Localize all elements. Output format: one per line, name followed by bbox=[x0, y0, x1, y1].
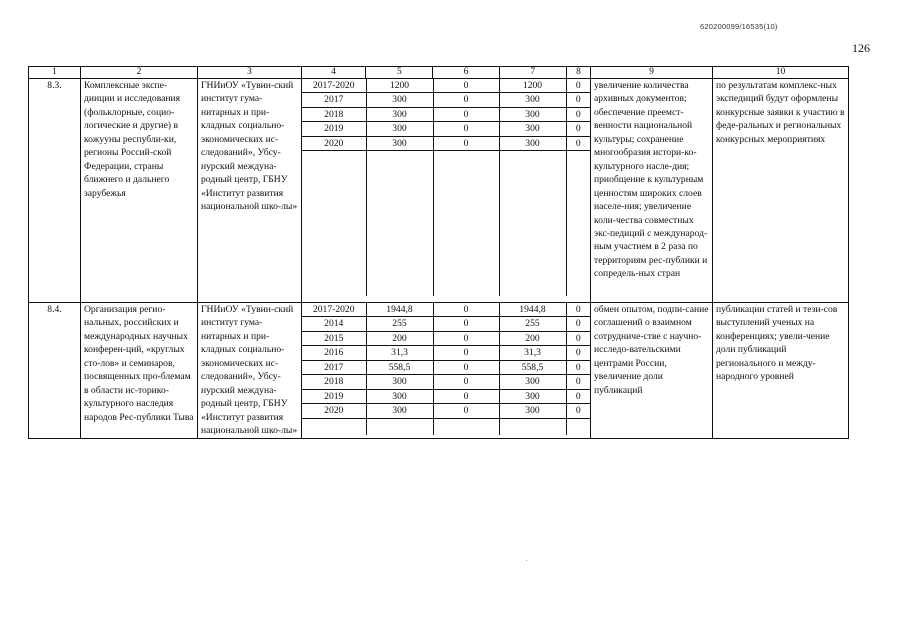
table-row bbox=[29, 303, 849, 439]
republic-amount: 300 bbox=[499, 389, 566, 403]
other-amount: 0 bbox=[566, 389, 590, 403]
year: 2017 bbox=[302, 93, 366, 107]
other-amount: 0 bbox=[566, 404, 590, 418]
total-amount: 300 bbox=[366, 122, 433, 136]
republic-amount: 300 bbox=[499, 404, 566, 418]
funding-row bbox=[302, 375, 590, 389]
republic-amount: 300 bbox=[499, 375, 566, 389]
total-amount: 300 bbox=[366, 389, 433, 403]
funding-row bbox=[302, 389, 590, 403]
republic-amount: 1200 bbox=[499, 79, 566, 93]
year: 2017-2020 bbox=[302, 303, 366, 317]
column-number: 6 bbox=[433, 67, 499, 79]
total-amount: 558,5 bbox=[366, 360, 433, 374]
other-amount: 0 bbox=[566, 346, 590, 360]
year: 2014 bbox=[302, 317, 366, 331]
total-amount: 300 bbox=[366, 404, 433, 418]
funding-filler bbox=[302, 151, 590, 297]
table-row bbox=[29, 79, 849, 303]
funding-row bbox=[302, 360, 590, 374]
executor: ГНИиОУ «Тувин-ский институт гума-нитарных и при-кладных социально-экономических ис-следований», Убсу-нурский междуна-родный центр, ГБНУ «Институт развития национальной шко-лы» bbox=[198, 303, 302, 439]
year: 2016 bbox=[302, 346, 366, 360]
document-id: 620200099/16535(10) bbox=[700, 22, 778, 31]
republic-amount: 31,3 bbox=[499, 346, 566, 360]
funding-row bbox=[302, 346, 590, 360]
executor: ГНИиОУ «Тувин-ский институт гума-нитарных и при-кладных социально-экономических ис-следований», Убсу-нурский междуна-родный центр, ГБНУ «Институт развития национальной шко-лы» bbox=[198, 79, 302, 303]
activity-name: Организация регио-нальных, российских и международных научных конферен-ций, «круглых сто-лов» и семинаров, посвященных про-блемам в области ис-торико-культурного наследия народов Рес-публики Тыва bbox=[81, 303, 198, 439]
year: 2015 bbox=[302, 331, 366, 345]
funding-row bbox=[302, 122, 590, 136]
other-amount: 0 bbox=[566, 360, 590, 374]
other-amount: 0 bbox=[566, 375, 590, 389]
republic-amount: 300 bbox=[499, 122, 566, 136]
total-amount: 300 bbox=[366, 107, 433, 121]
republic-amount: 255 bbox=[499, 317, 566, 331]
republic-amount: 300 bbox=[499, 93, 566, 107]
year: 2018 bbox=[302, 107, 366, 121]
expected-result: увеличение количества архивных документов; обеспечение преемст-венности национальной культуры; сохранение многообразия истори-ко-культурного насле-дия; приобщение к культурным ценностям широких слоев населе-ния; увеличение коли-чества совместных экс-педиций с международ-ным участием в 2 раза по территориям рес-публики и сопредель-ных стран bbox=[591, 79, 713, 303]
federal-amount: 0 bbox=[433, 389, 499, 403]
federal-amount: 0 bbox=[433, 404, 499, 418]
total-amount: 300 bbox=[366, 375, 433, 389]
scan-speck bbox=[526, 560, 527, 561]
funding-row bbox=[302, 93, 590, 107]
column-number: 7 bbox=[499, 67, 566, 79]
year: 2017 bbox=[302, 360, 366, 374]
note: публикации статей и тези-сов выступлений ученых на конференциях; увели-чение доли публикаций регионального и между-народного уровней bbox=[713, 303, 849, 439]
funding-row bbox=[302, 331, 590, 345]
column-number: 1 bbox=[29, 67, 81, 79]
other-amount: 0 bbox=[566, 122, 590, 136]
item-number: 8.3. bbox=[29, 79, 81, 303]
column-number: 3 bbox=[198, 67, 302, 79]
column-number: 8 bbox=[566, 67, 590, 79]
federal-amount: 0 bbox=[433, 122, 499, 136]
year: 2020 bbox=[302, 404, 366, 418]
federal-amount: 0 bbox=[433, 375, 499, 389]
year: 2020 bbox=[302, 136, 366, 150]
total-amount: 1944,8 bbox=[366, 303, 433, 317]
funding-table bbox=[302, 303, 590, 435]
funding-table bbox=[302, 79, 590, 296]
total-amount: 255 bbox=[366, 317, 433, 331]
total-amount: 31,3 bbox=[366, 346, 433, 360]
funding-row bbox=[302, 317, 590, 331]
column-number: 9 bbox=[591, 67, 713, 79]
total-amount: 300 bbox=[366, 136, 433, 150]
column-number: 2 bbox=[81, 67, 198, 79]
total-amount: 1200 bbox=[366, 79, 433, 93]
item-number: 8.4. bbox=[29, 303, 81, 439]
federal-amount: 0 bbox=[433, 317, 499, 331]
funding-row bbox=[302, 303, 590, 317]
other-amount: 0 bbox=[566, 303, 590, 317]
other-amount: 0 bbox=[566, 136, 590, 150]
republic-amount: 200 bbox=[499, 331, 566, 345]
federal-amount: 0 bbox=[433, 136, 499, 150]
expected-result: обмен опытом, подпи-сание соглашений о взаимном сотрудниче-стве с научно-исследо-вательскими центрами России, увеличение доли публикаций bbox=[591, 303, 713, 439]
total-amount: 300 bbox=[366, 93, 433, 107]
year: 2017-2020 bbox=[302, 79, 366, 93]
funding-block bbox=[302, 303, 591, 439]
column-number: 10 bbox=[713, 67, 849, 79]
activity-name: Комплексные экспе-дииции и исследования (фольклорные, социо-логические и другие) в кожууны республи-ки, регионы Россий-ской Федерации, страны ближнего и дальнего зарубежья bbox=[81, 79, 198, 303]
federal-amount: 0 bbox=[433, 79, 499, 93]
republic-amount: 558,5 bbox=[499, 360, 566, 374]
note: по результатам комплекс-ных экспедиций будут оформлены конкурсные заявки к участию в феде-ральных и региональных конкурсных мероприятиях bbox=[713, 79, 849, 303]
republic-amount: 300 bbox=[499, 136, 566, 150]
funding-row bbox=[302, 107, 590, 121]
program-table bbox=[28, 66, 849, 439]
column-number: 4 bbox=[302, 67, 366, 79]
other-amount: 0 bbox=[566, 79, 590, 93]
year: 2019 bbox=[302, 389, 366, 403]
column-number: 5 bbox=[366, 67, 433, 79]
funding-row bbox=[302, 136, 590, 150]
federal-amount: 0 bbox=[433, 303, 499, 317]
other-amount: 0 bbox=[566, 107, 590, 121]
federal-amount: 0 bbox=[433, 346, 499, 360]
federal-amount: 0 bbox=[433, 93, 499, 107]
other-amount: 0 bbox=[566, 331, 590, 345]
funding-row bbox=[302, 404, 590, 418]
funding-block bbox=[302, 79, 591, 303]
total-amount: 200 bbox=[366, 331, 433, 345]
republic-amount: 1944,8 bbox=[499, 303, 566, 317]
other-amount: 0 bbox=[566, 93, 590, 107]
funding-row bbox=[302, 79, 590, 93]
year: 2019 bbox=[302, 122, 366, 136]
funding-filler bbox=[302, 418, 590, 435]
other-amount: 0 bbox=[566, 317, 590, 331]
federal-amount: 0 bbox=[433, 360, 499, 374]
column-number-row bbox=[29, 67, 849, 79]
federal-amount: 0 bbox=[433, 331, 499, 345]
republic-amount: 300 bbox=[499, 107, 566, 121]
page-number: 126 bbox=[852, 41, 870, 55]
federal-amount: 0 bbox=[433, 107, 499, 121]
year: 2018 bbox=[302, 375, 366, 389]
